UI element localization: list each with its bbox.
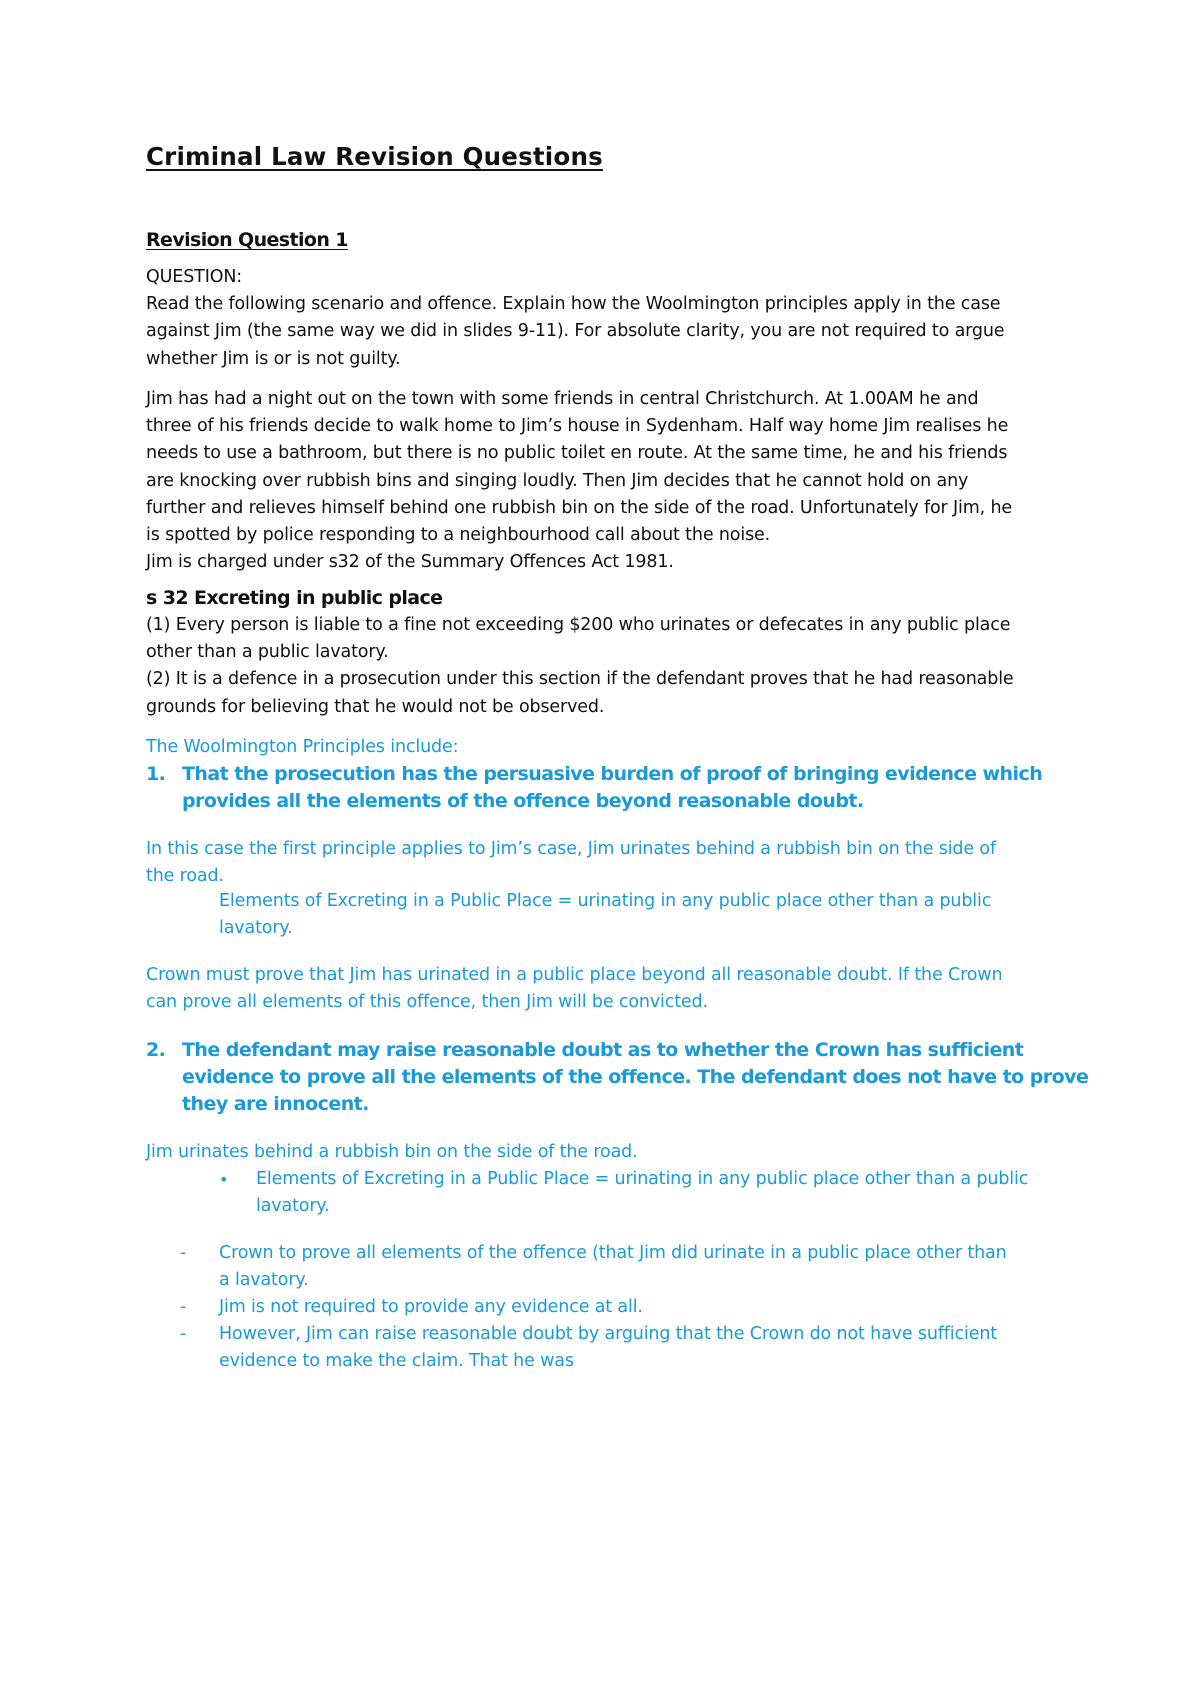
scenario-line: is spotted by police responding to a neighbourhood call about the noise.: [146, 525, 771, 546]
dash-icon: -: [180, 1297, 187, 1317]
question-line: whether Jim is or is not guilty.: [146, 348, 401, 369]
dash-icon: -: [180, 1324, 187, 1344]
dash-line: Crown to prove all elements of the offence (that Jim did urinate in a public place other than: [219, 1243, 1007, 1263]
section-line: (2) It is a defence in a prosecution under this section if the defendant proves that he had reasonable: [146, 669, 1014, 690]
principle-2-case: Jim urinates behind a rubbish bin on the side of the road.: [146, 1142, 638, 1162]
scenario-line: are knocking over rubbish bins and singing loudly. Then Jim decides that he cannot hold on any: [146, 470, 969, 491]
case-line: the road.: [146, 866, 224, 887]
scenario-line: needs to use a bathroom, but there is no public toilet en route. At the same time, he and his friends: [146, 443, 1008, 464]
document-title: Criminal Law Revision Questions: [146, 142, 603, 171]
principle-2-line: The defendant may raise reasonable doubt as to whether the Crown has sufficient: [182, 1039, 1024, 1061]
principle-2-line: they are innocent.: [182, 1093, 369, 1116]
principles-intro: The Woolmington Principles include:: [146, 737, 459, 757]
principle-1-line: provides all the elements of the offence beyond reasonable doubt.: [182, 790, 864, 813]
dash-line: evidence to make the claim. That he was: [219, 1351, 574, 1372]
elements-line: Elements of Excreting in a Public Place = urinating in any public place other than a public: [219, 891, 992, 911]
section-line: (1) Every person is liable to a fine not exceeding $200 who urinates or defecates in any public place: [146, 615, 1011, 635]
dash-icon: -: [180, 1243, 187, 1263]
principle-1-elements: [219, 888, 991, 942]
revision-question-heading: Revision Question 1: [146, 229, 348, 251]
dash-item: [180, 1321, 997, 1375]
bullet-line: lavatory.: [256, 1196, 330, 1217]
scenario-paragraph: [146, 386, 1012, 576]
question-line: Read the following scenario and offence. Explain how the Woolmington principles apply in the case: [146, 294, 1001, 315]
scenario-line: Jim has had a night out on the town with some friends in central Christchurch. At 1.00AM he and: [146, 389, 979, 409]
question-label: QUESTION:: [146, 267, 243, 287]
principle-2-line: evidence to prove all the elements of the offence. The defendant does not have to prove: [182, 1066, 1089, 1089]
elements-line: lavatory.: [219, 918, 293, 939]
principle-1-item: [146, 761, 1043, 815]
elements-bullet-item: [219, 1166, 1029, 1220]
bullet-icon: •: [219, 1170, 229, 1189]
principle-1-crown: [146, 962, 1002, 1016]
section-heading: s 32 Excreting in public place: [146, 587, 443, 609]
principle-1-case: [146, 836, 996, 890]
section-text: [146, 612, 1014, 721]
question-line: against Jim (the same way we did in slides 9-11). For absolute clarity, you are not required to argue: [146, 321, 1005, 342]
principle-1-number: 1.: [146, 763, 166, 785]
principle-2-item: [146, 1037, 1089, 1119]
dash-line: However, Jim can raise reasonable doubt by arguing that the Crown do not have sufficient: [219, 1324, 997, 1344]
dash-item: [180, 1294, 643, 1321]
principle-1-line: That the prosecution has the persuasive burden of proof of bringing evidence which: [182, 763, 1043, 785]
dash-item: [180, 1240, 1007, 1294]
crown-line: Crown must prove that Jim has urinated in a public place beyond all reasonable doubt. If the Crown: [146, 965, 1003, 985]
question-block: [146, 264, 1004, 373]
crown-line: can prove all elements of this offence, then Jim will be convicted.: [146, 992, 708, 1013]
section-line: other than a public lavatory.: [146, 642, 389, 663]
scenario-line: Jim is charged under s32 of the Summary Offences Act 1981.: [146, 552, 674, 573]
dash-line: Jim is not required to provide any evidence at all.: [219, 1297, 643, 1317]
case-line: In this case the first principle applies to Jim’s case, Jim urinates behind a rubbish bin on the side of: [146, 839, 996, 859]
bullet-line: Elements of Excreting in a Public Place = urinating in any public place other than a public: [256, 1169, 1029, 1189]
scenario-line: three of his friends decide to walk home to Jim’s house in Sydenham. Half way home Jim realises he: [146, 416, 1009, 437]
principle-2-number: 2.: [146, 1039, 166, 1061]
section-line: grounds for believing that he would not be observed.: [146, 696, 605, 717]
dash-line: a lavatory.: [219, 1270, 309, 1291]
scenario-line: further and relieves himself behind one rubbish bin on the side of the road. Unfortunately for Jim, he: [146, 497, 1012, 518]
